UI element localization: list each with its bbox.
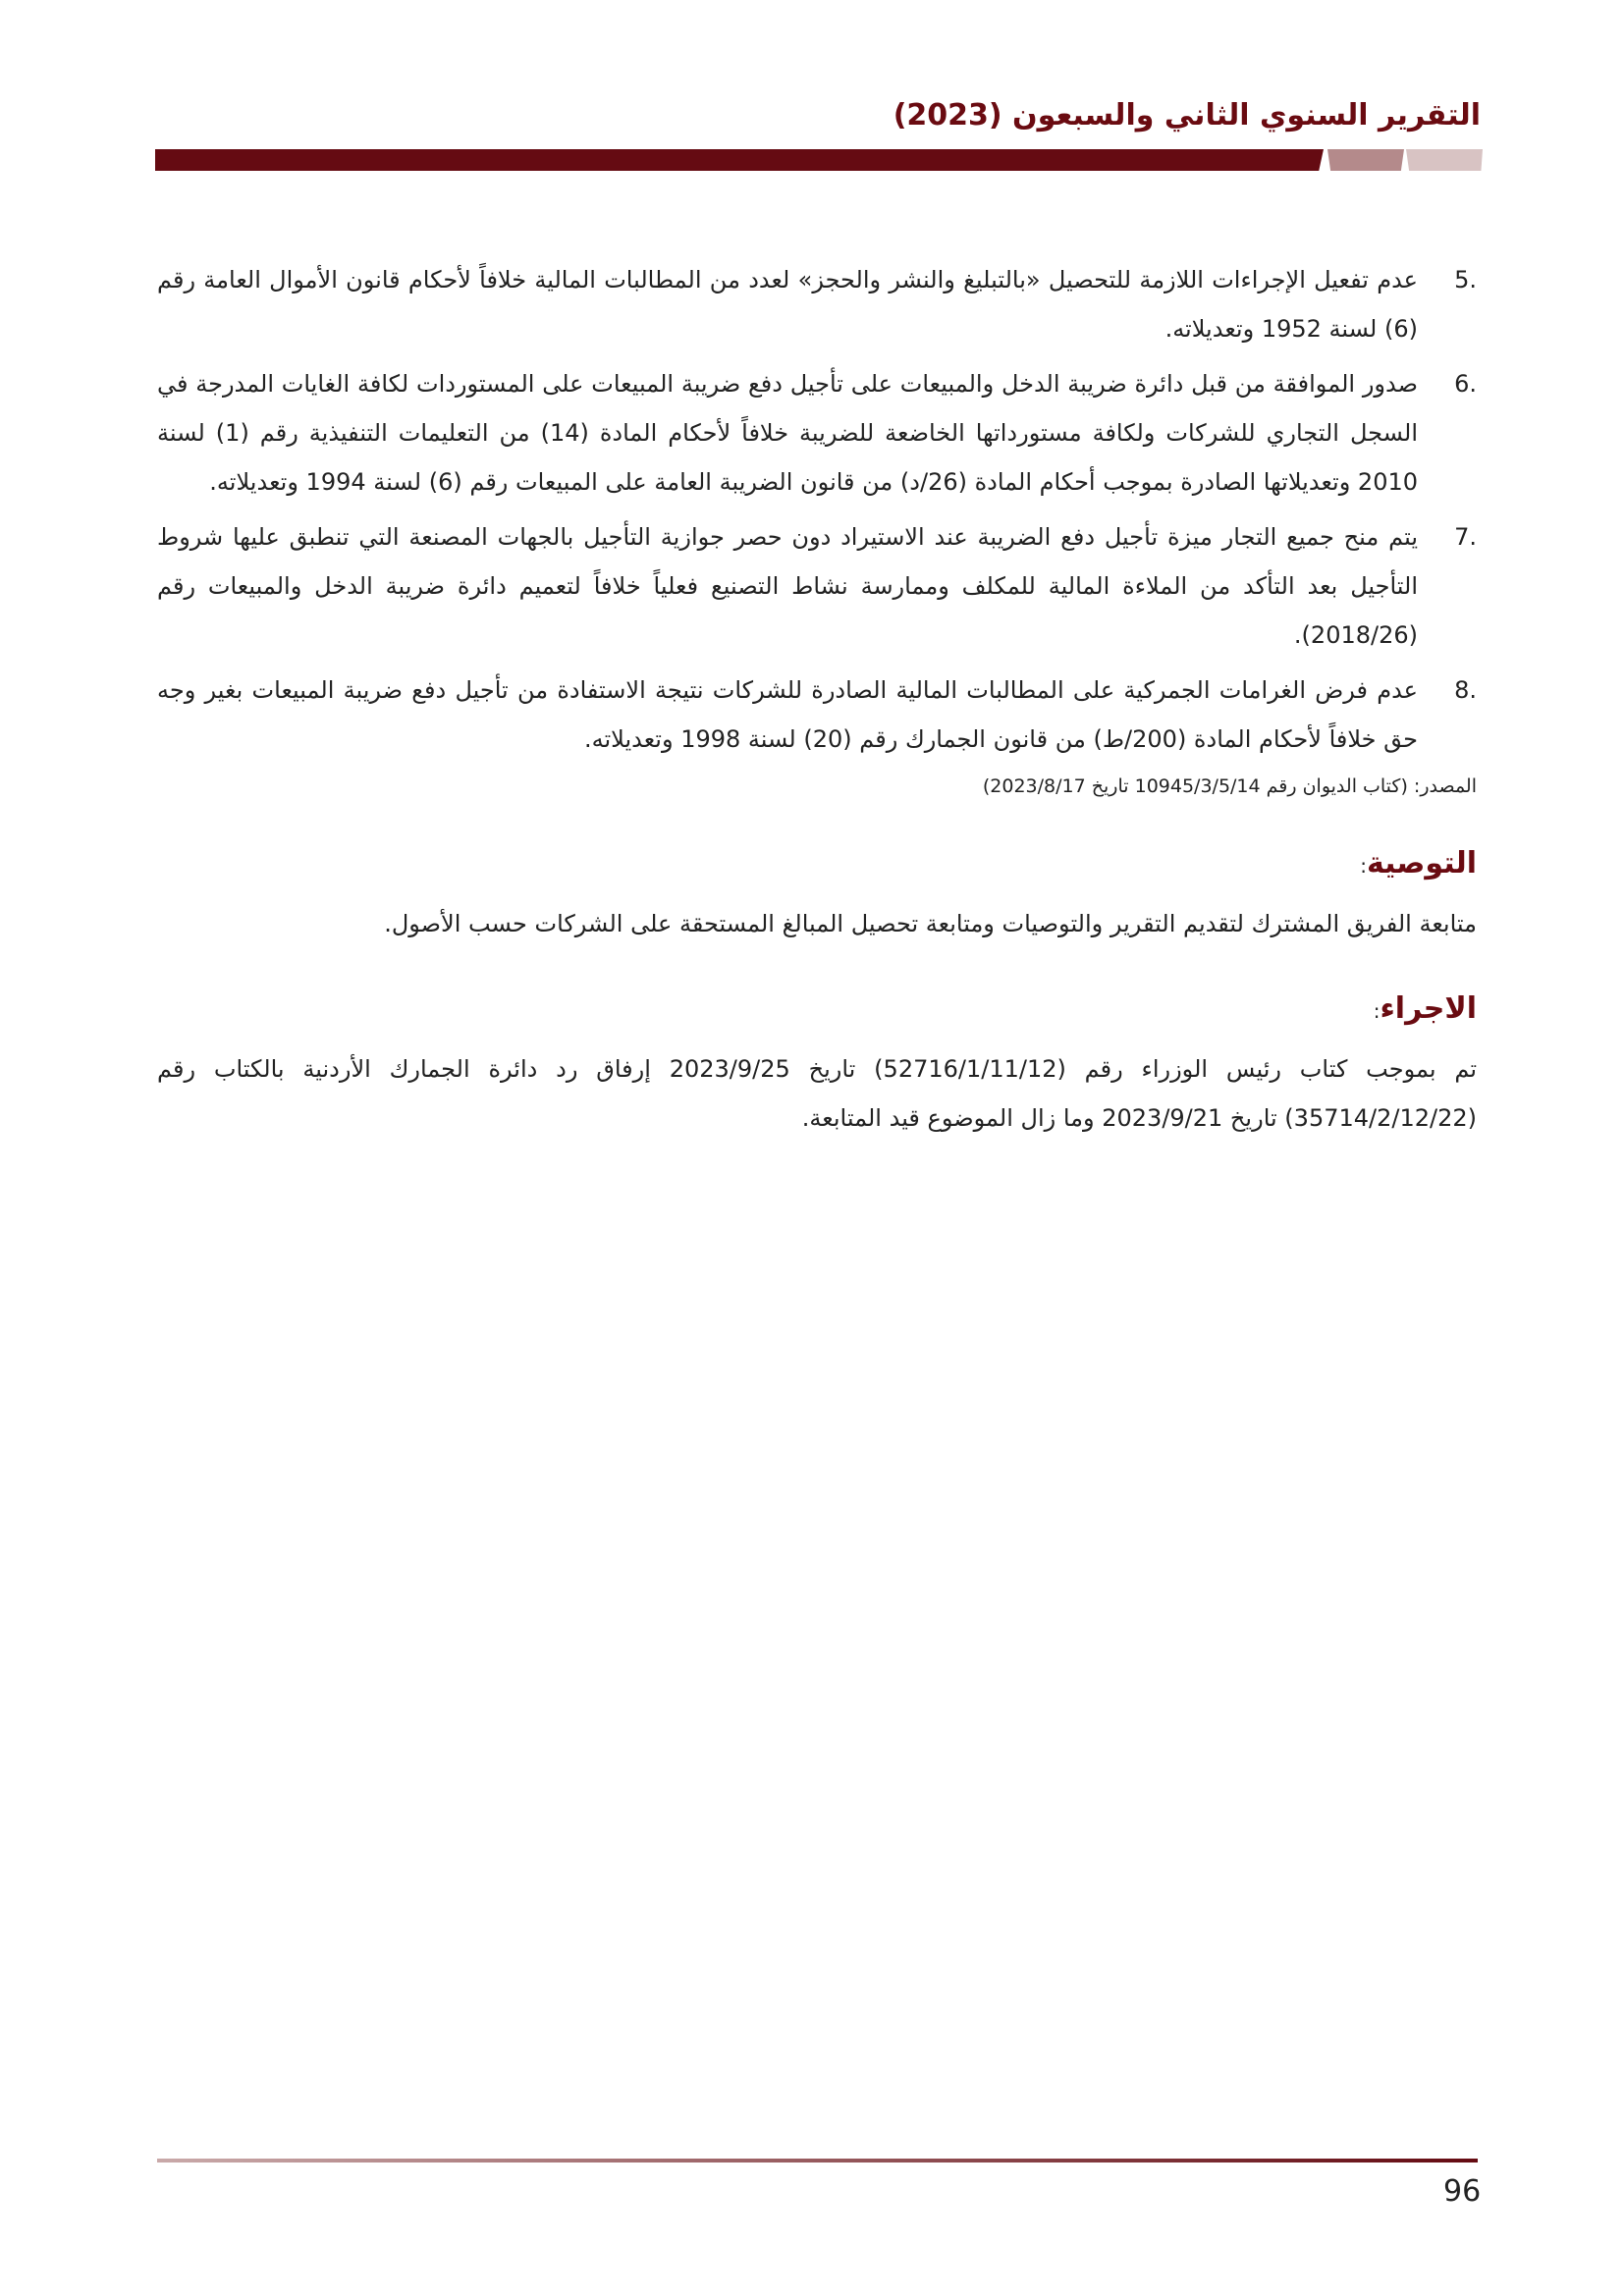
footer-divider (157, 2159, 1478, 2163)
report-title: التقرير السنوي الثاني والسبعون (2023) (893, 98, 1481, 133)
header-bar-accent (1327, 149, 1404, 171)
list-item (157, 255, 1477, 353)
recommendation-text: متابعة الفريق المشترك لتقديم التقرير والتوصيات ومتابعة تحصيل المبالغ المستحقة على الشركات حسب الأصول. (384, 910, 1477, 937)
list-item (157, 359, 1477, 507)
action-heading: الاجراء: (1373, 991, 1477, 1026)
item-text: صدور الموافقة من قبل دائرة ضريبة الدخل والمبيعات على تأجيل دفع ضريبة المبيعات على المستوردات لكافة الغايات المدرجة في السجل التجاري للشركات ولكافة مستورداتها الخاضعة للضريبة خلافاً لأحكام المادة (14) من التعليمات التنفيذية رقم (1) لسنة 2010 وتعديلاتها الصادرة بموجب أحكام المادة (26/د) من قانون الضريبة العامة على المبيعات رقم (6) لسنة 1994 وتعديلاته. (157, 370, 1418, 496)
item-number: 7. (1454, 523, 1477, 551)
recommendation-heading: التوصية: (1360, 846, 1477, 881)
item-number: 8. (1454, 676, 1477, 704)
item-text: يتم منح جميع التجار ميزة تأجيل دفع الضريبة عند الاستيراد دون حصر جوازية التأجيل بالجهات المصنعة التي تنطبق عليها شروط التأجيل بعد التأكد من الملاءة المالية للمكلف وممارسة نشاط التصنيع فعلياً خلافاً لتعميم دائرة ضريبة الدخل والمبيعات رقم (2018/26). (157, 523, 1418, 649)
action-heading-text: الاجراء (1380, 991, 1477, 1026)
source-note: المصدر: (كتاب الديوان رقم 10945/3/5/14 تاريخ 2023/8/17) (982, 775, 1477, 797)
page-number: 96 (1443, 2174, 1482, 2209)
item-number: 5. (1454, 266, 1477, 294)
action-text: تم بموجب كتاب رئيس الوزراء رقم (52716/1/11/12) تاريخ 2023/9/25 إرفاق رد دائرة الجمارك الأردنية بالكتاب رقم (35714/2/12/22) تاريخ 2023/9/21 وما زال الموضوع قيد المتابعة. (157, 1055, 1478, 1132)
header-bar-accent-light (1406, 149, 1483, 171)
item-text: عدم فرض الغرامات الجمركية على المطالبات المالية الصادرة للشركات نتيجة الاستفادة من تأجيل دفع ضريبة المبيعات بغير وجه حق خلافاً لأحكام المادة (200/ط) من قانون الجمارك رقم (20) لسنة 1998 وتعديلاته. (157, 676, 1418, 753)
item-number: 6. (1454, 370, 1477, 398)
list-item (157, 666, 1477, 764)
item-text: عدم تفعيل الإجراءات اللازمة للتحصيل «بالتبليغ والنشر والحجز» لعدد من المطالبات المالية خلافاً لأحكام قانون الأموال العامة رقم (6) لسنة 1952 وتعديلاته. (157, 266, 1418, 343)
recommendation-heading-text: التوصية (1366, 846, 1477, 881)
page-content (157, 255, 1477, 1143)
list-item (157, 512, 1477, 660)
header-bar-main (155, 149, 1324, 171)
